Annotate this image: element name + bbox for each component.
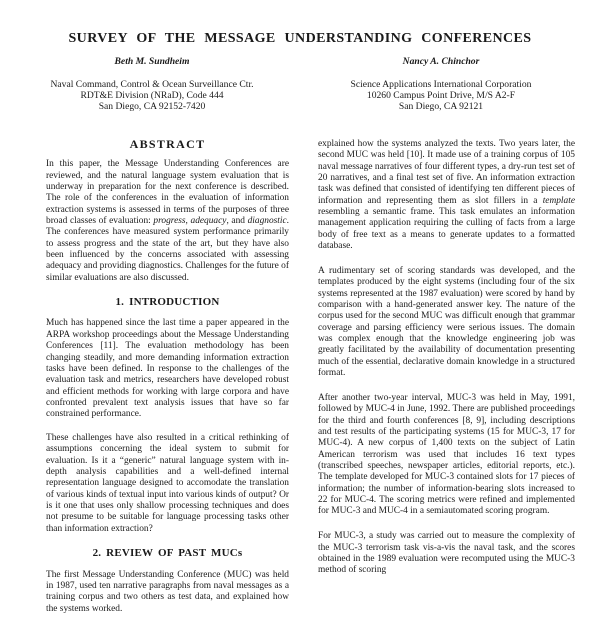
affiliation-line: San Diego, CA 92121 bbox=[398, 100, 484, 112]
paper-title: SURVEY OF THE MESSAGE UNDERSTANDING CONFERENCES bbox=[68, 31, 532, 46]
section-heading-introduction: 1. INTRODUCTION bbox=[115, 296, 220, 309]
author-affiliation bbox=[310, 80, 572, 112]
affiliation-line: RDT&E Division (NRaD), Code 444 bbox=[80, 89, 224, 101]
paragraph: Much has happened since the last time a paper appeared in the ARPA workshop proceedings about the Message Understanding Conferences [11]. The evaluation methodology has been changing steadily, and more demanding information extraction tasks have been defined. In response to the challenges of the evaluation task and metrics, researchers have developed robust and efficient methods for working with large corpora and have confronted prevalent text analysis issues that have so far constrained performance. bbox=[46, 318, 289, 420]
affiliation-line: 10260 Campus Point Drive, M/S A2-F bbox=[366, 89, 516, 101]
affiliation-line: Naval Command, Control & Ocean Surveillance Ctr. bbox=[50, 79, 254, 90]
section-heading-review: 2. REVIEW OF PAST MUCs bbox=[92, 547, 243, 560]
paragraph: These challenges have also resulted in a critical rethinking of assumptions concerning the ideal system to submit for evaluation. Is it a “generic” natural language system with in-depth analysis capabilities and a well-defined internal representation language designed to accomodate the translation of various kinds of textual input into various kinds of output? Or is it one that uses only shallow processing techniques and does not presume to be suitable for language processing tasks other than information extraction? bbox=[46, 433, 289, 534]
paragraph: For MUC-3, a study was carried out to measure the complexity of the MUC-3 terrorism task vis-a-vis the naval task, and the scores obtained in the 1989 evaluation were recomputed using the MUC-3 method of scoring bbox=[318, 531, 575, 576]
paragraph: explained how the systems analyzed the texts. Two years later, the second MUC was held [10]. It made use of a training corpus of 105 naval message narratives of four different types, a dry-run test set of 20 narratives, and a final test set of five. An information extraction task was defined that consisted of identifying ten different pieces of information and representing them as slot fillers in a template resembling a semantic frame. This task emulates an information management application requiring the culling of facts from a large body of free text as a means to generate updates to a formatted database. bbox=[318, 139, 575, 252]
author-name: Nancy A. Chinchor bbox=[402, 56, 480, 67]
author-block-sundheim bbox=[18, 56, 286, 112]
paragraph: The first Message Understanding Conference (MUC) was held in 1987, used ten narrative paragraphs from naval messages as a training corpus and two others as test data, and explained how the systems worked. bbox=[46, 569, 289, 614]
paragraph: After another two-year interval, MUC-3 was held in May, 1991, followed by MUC-4 in June, 1992. There are published proceedings for the third and fourth conferences [8, 9], including descriptions and test results of the participating systems (15 for MUC-3, 17 for MUC-4). A new corpus of 1,400 texts on the subject of Latin American terrorism was used that includes 16 text types (transcribed speeches, newspaper articles, editorial reports, etc.). The template developed for MUC-3 contained slots for 17 pieces of information; the number of information-bearing slots increased to 22 for MUC-4. The scoring metrics were refined and implemented for MUC-3 and MUC-4 in a semiautomated scoring program. bbox=[318, 392, 575, 517]
abstract-heading: ABSTRACT bbox=[129, 137, 206, 151]
right-column bbox=[318, 139, 575, 590]
author-affiliation bbox=[18, 80, 286, 112]
affiliation-line: Science Applications International Corporation bbox=[350, 79, 532, 90]
affiliation-line: San Diego, CA 92152-7420 bbox=[98, 100, 206, 112]
abstract-text: In this paper, the Message Understanding Conferences are reviewed, and the natural language system evaluation that is underway in preparation for the next conference is described. The role of the conferences in the evaluation of information extraction systems is assessed in terms of the purposes of three broad classes of evaluation: progress, adequacy, and diagnostic. The conferences have measured system performance primarily to assess progress and the state of the art, but they have also been influenced by the concerns associated with assessing adequacy and providing diagnostics. Challenges for the future of similar evaluations are also discussed. bbox=[46, 159, 290, 283]
author-name: Beth M. Sundheim bbox=[114, 56, 190, 67]
author-block-chinchor bbox=[310, 56, 572, 112]
paragraph: A rudimentary set of scoring standards was developed, and the templates produced by the eight systems (including four of the six systems represented at the 1987 evaluation) were scored by hand by comparison with a hand-generated answer key. The nature of the corpus used for the second MUC was difficult enough that grammar coverage and parsing efficiency were serious issues. The domain was complex enough that the knowledge engineering job was greatly facilitated by the availability of documentation presenting much of the essential, declarative domain knowledge in a structured format. bbox=[318, 265, 575, 379]
left-column bbox=[46, 139, 289, 627]
